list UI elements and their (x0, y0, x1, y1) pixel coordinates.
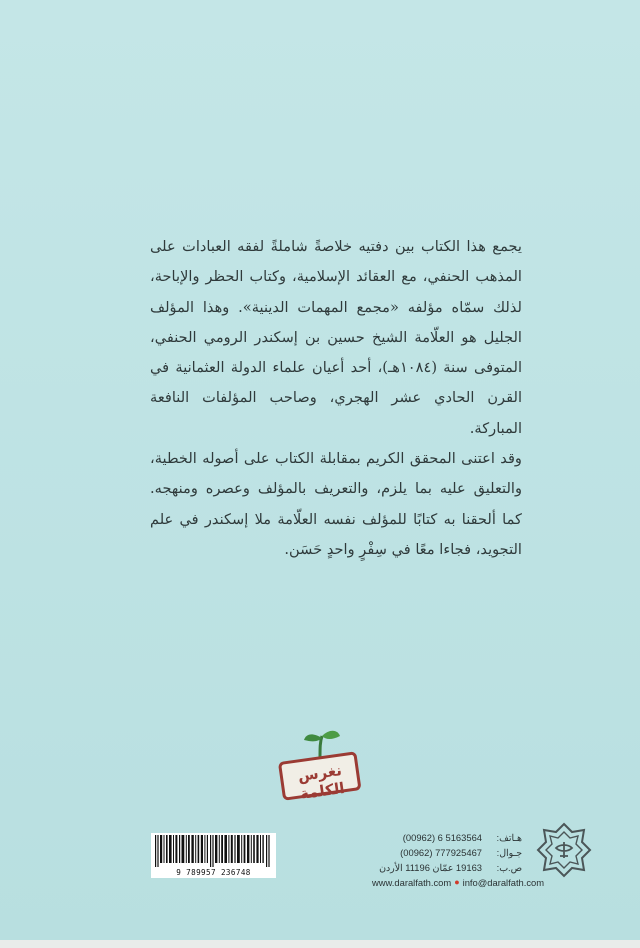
email-link[interactable]: info@daralfath.com (462, 877, 545, 888)
website-link[interactable]: www.daralfath.com (372, 877, 452, 888)
phone-row (372, 830, 522, 845)
mobile-value: (00962) 777925467 (400, 847, 482, 858)
publisher-contact (372, 830, 545, 890)
pobox-value: 19163 عمّان 11196 الأردن (379, 862, 482, 873)
publisher-seal-icon (536, 822, 592, 878)
mobile-label: جـوال: (496, 847, 522, 858)
phone-value: (00962) 6 5163564 (402, 832, 482, 843)
web-row (372, 875, 545, 890)
cover-blurb (150, 232, 522, 565)
barcode-icon (155, 835, 272, 867)
publisher-logo-text: نغرس الكلمة (296, 761, 346, 803)
pobox-row (372, 860, 522, 875)
cover-bottom-edge (0, 940, 640, 948)
publisher-logo (268, 728, 372, 802)
mobile-row (372, 845, 522, 860)
blurb-paragraph-1: يجمع هذا الكتاب بين دفتيه خلاصةً شاملةً لفقه العبادات على المذهب الحنفي، مع العقائد الإسلامية، وكتاب الحظر والإباحة، لذلك سمّاه مؤلفه «مجمع المهمات الدينية». وهذا المؤلف الجليل هو العلّامة الشيخ حسين بن إسكندر الرومي الحنفي، المتوفى سنة (١٠٨٤هـ)، أحد أعيان علماء الدولة العثمانية في القرن الحادي عشر الهجري، وصاحب المؤلفات النافعة المباركة. (150, 238, 522, 437)
phone-label: هـاتف: (496, 832, 522, 843)
isbn-number: 9 789957 236748 (176, 868, 251, 877)
isbn-barcode (151, 833, 276, 878)
separator-dot-icon: ● (454, 877, 460, 887)
blurb-paragraph-2: وقد اعتنى المحقق الكريم بمقابلة الكتاب على أصوله الخطية، والتعليق عليه بما يلزم، والتعريف بالمؤلف وعصره ومنهجه. كما ألحقنا به كتابًا للمؤلف نفسه العلّامة ملا إسكندر في علم التجويد، فجاءا معًا في سِفْرٍ واحدٍ حَسَن. (150, 450, 522, 558)
pobox-label: ص.ب: (496, 862, 522, 873)
